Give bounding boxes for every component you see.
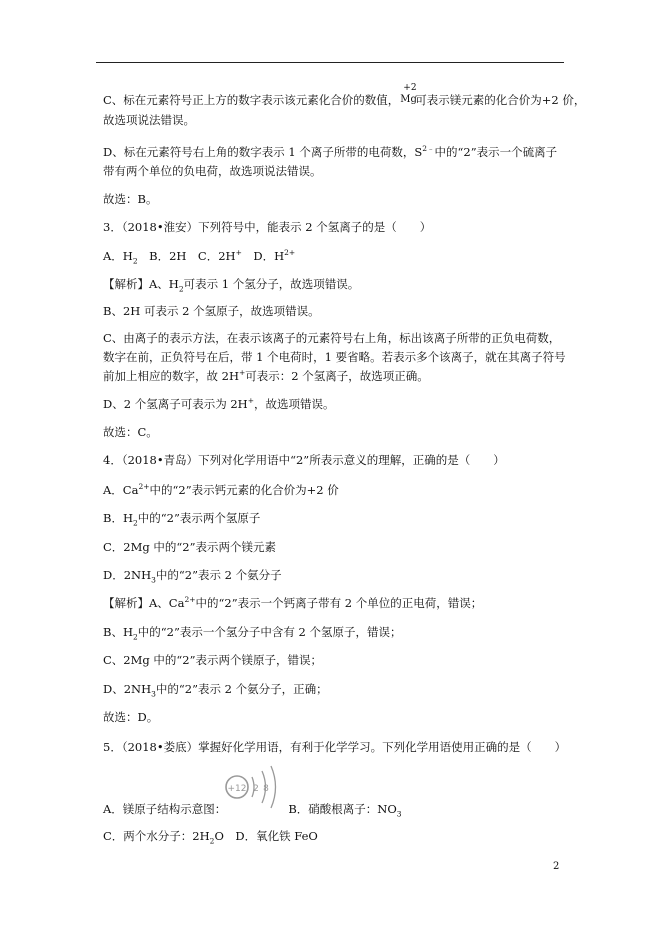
q3-analysis-d: D、2 个氢离子可表示为 2H+，故选项错误。 [103,396,335,411]
atom-nucleus-charge: +12 [227,784,247,794]
q3-analysis-c-2: 数字在前，正负符号在后，带 1 个电荷时，1 要省略。若表示多个该离子，就在其离子符号 [103,350,566,364]
q4-option-d: D．$2NH_3$中的“2”表示 2 个氨分子 [103,568,282,585]
page-number: 2 [553,861,560,872]
q4-option-c: C．2Mg 中的“2”表示两个镁元素 [103,540,276,554]
q4-analysis-c: C、2Mg 中的“2”表示两个镁原子，错误； [103,653,322,667]
q3-stem: 3．（2018•淮安）下列符号中，能表示 2 个氢离子的是（ ） [103,220,432,234]
para-d-line-1: D、标在元素符号右上角的数字表示 1 个离子所带的电荷数，$S^{2﹣}$中的“2”表示一个硫离子 [103,144,558,159]
q4-option-b: B．$H_2$中的“2”表示两个氢原子 [103,511,261,528]
q5-options-cd: C．两个水分子：$2H_2O$ D．氧化铁 FeO [103,829,318,846]
q4-analysis-a: 【解析】A、$Ca^{2+}$中的“2”表示一个钙离子带有 2 个单位的正电荷，错误； [103,595,483,610]
para-c-line-2: 故选项说法错误。 [103,113,195,127]
q3-analysis-b: B、2H 可表示 2 个氢原子，故选项错误。 [103,304,320,318]
header-rule [96,62,564,63]
atom-shell-1-electrons: 2 [253,784,259,794]
q3-answer: 故选：C。 [103,425,158,439]
q3-analysis-a: 【解析】A、$H_2$可表示 1 个氢分子，故选项错误。 [103,277,360,294]
q4-answer: 故选：D。 [103,710,159,724]
q3-analysis-c-3: 前加上相应的数字，故 2H+可表示：2 个氢离子，故选项正确。 [103,368,429,383]
q3-options: A．$H_2$ B．2H C．2H+ D．$H^{2+}$ [103,248,296,266]
mg-valence-symbol: +2 Mg [400,83,417,105]
para-c-line-1: C、标在元素符号正上方的数字表示该元素化合价的数值， +2 Mg 可表示镁元素的化合价为+2 价， [103,83,586,107]
q3-analysis-c-1: C、由离子的表示方法，在表示该离子的元素符号右上角，标出该离子所带的正负电荷数， [103,331,561,345]
q5-options-ab: A．镁原子结构示意图： B．硝酸根离子：$NO_3$ [103,802,402,819]
q4-stem: 4．（2018•青岛）下列对化学用语中“2”所表示意义的理解，正确的是（ ） [103,453,505,467]
q4-analysis-b: B、$H_2$中的“2”表示一个氢分子中含有 2 个氢原子，错误； [103,625,402,642]
answer-b: 故选：B。 [103,192,158,206]
para-d-line-2: 带有两个单位的负电荷，故选项说法错误。 [103,164,322,178]
q4-analysis-d: D、$2NH_3$中的“2”表示 2 个氨分子，正确； [103,682,328,699]
atom-shell-2-electrons: 8 [263,784,269,794]
q4-option-a: A．$Ca^{2+}$中的“2”表示钙元素的化合价为+2 价 [103,482,339,497]
q5-stem: 5．（2018•娄底）掌握好化学用语，有利于化学学习。下列化学用语使用正确的是（ ） [103,740,567,754]
